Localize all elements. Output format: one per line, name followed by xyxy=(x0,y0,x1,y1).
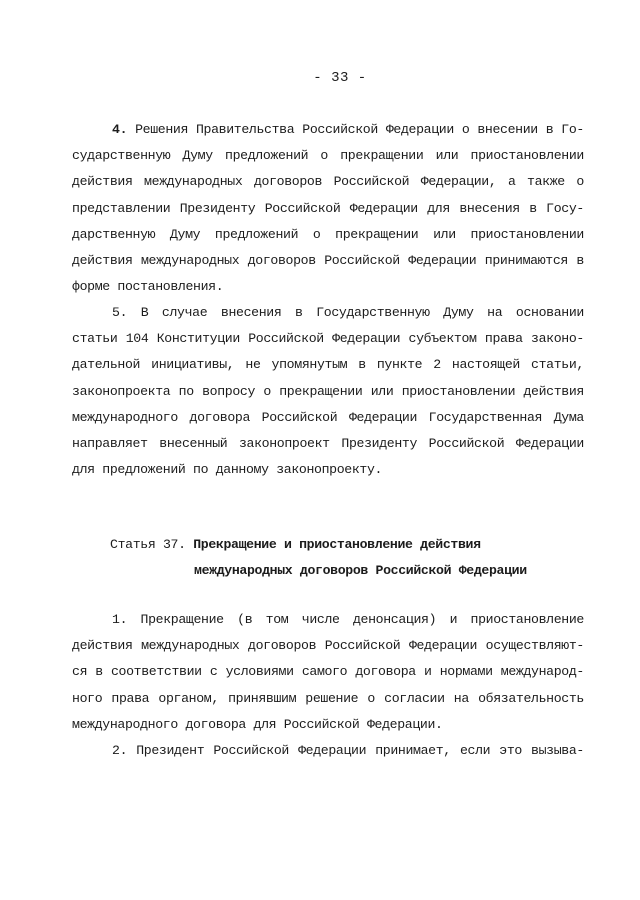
text-line: дарственную Думу предложений о прекращении или приостановлении xyxy=(72,226,584,242)
text-line: действия международных договоров Российской Федерации осуществляют- xyxy=(72,638,584,654)
paragraph-5 xyxy=(72,300,584,483)
article-paragraph-1 xyxy=(72,607,584,738)
text-line: международного договора для Российской Федерации. xyxy=(72,716,443,732)
article-title-continuation: международных договоров Российской Федерации xyxy=(194,563,527,579)
text-line: законопроекта по вопросу о прекращении или приостановлении действия xyxy=(72,383,584,399)
text-line: ся в соответствии с условиями самого договора и нормами международ- xyxy=(72,664,584,680)
text-line: 5. В случае внесения в Государственную Думу на основании xyxy=(112,305,584,320)
text-line: 2. Президент Российской Федерации принимает, если это вызыва- xyxy=(112,743,584,758)
article-title: Прекращение и приостановление действия xyxy=(193,537,481,552)
text-line: для предложений по данному законопроекту. xyxy=(72,462,383,478)
text-line: 4. Решения Правительства Российской Федерации о внесении в Го- xyxy=(112,122,584,137)
page-number: - 33 - xyxy=(313,70,367,86)
text-line: представлении Президенту Российской Федерации для внесения в Госу- xyxy=(72,200,584,216)
article-heading xyxy=(110,532,580,584)
text-line: статьи 104 Конституции Российской Федерации субъектом права законо- xyxy=(72,331,584,347)
text-line: направляет внесенный законопроект Президенту Российской Федерации xyxy=(72,435,584,451)
article-paragraph-2 xyxy=(72,738,584,764)
text-line: ного права органом, принявшим решение о согласии на обязательность xyxy=(72,690,584,706)
text-line: 1. Прекращение (в том числе денонсация) и приостановление xyxy=(112,612,584,627)
text-line: дательной инициативы, не упомянутым в пункте 2 настоящей статьи, xyxy=(72,357,584,373)
paragraph-number: 4. xyxy=(112,122,128,137)
paragraph-4 xyxy=(72,117,584,300)
article-title-line xyxy=(110,532,580,558)
text-line: международного договора Российской Федерации Государственная Дума xyxy=(72,409,584,425)
article-label: Статья 37. xyxy=(110,537,186,552)
text-line: действия международных договоров Российской Федерации, а также о xyxy=(72,174,584,190)
text-line: форме постановления. xyxy=(72,279,224,295)
text-line: действия международных договоров Российской Федерации принимаются в xyxy=(72,252,584,268)
text-line: сударственную Думу предложений о прекращении или приостановлении xyxy=(72,148,584,164)
